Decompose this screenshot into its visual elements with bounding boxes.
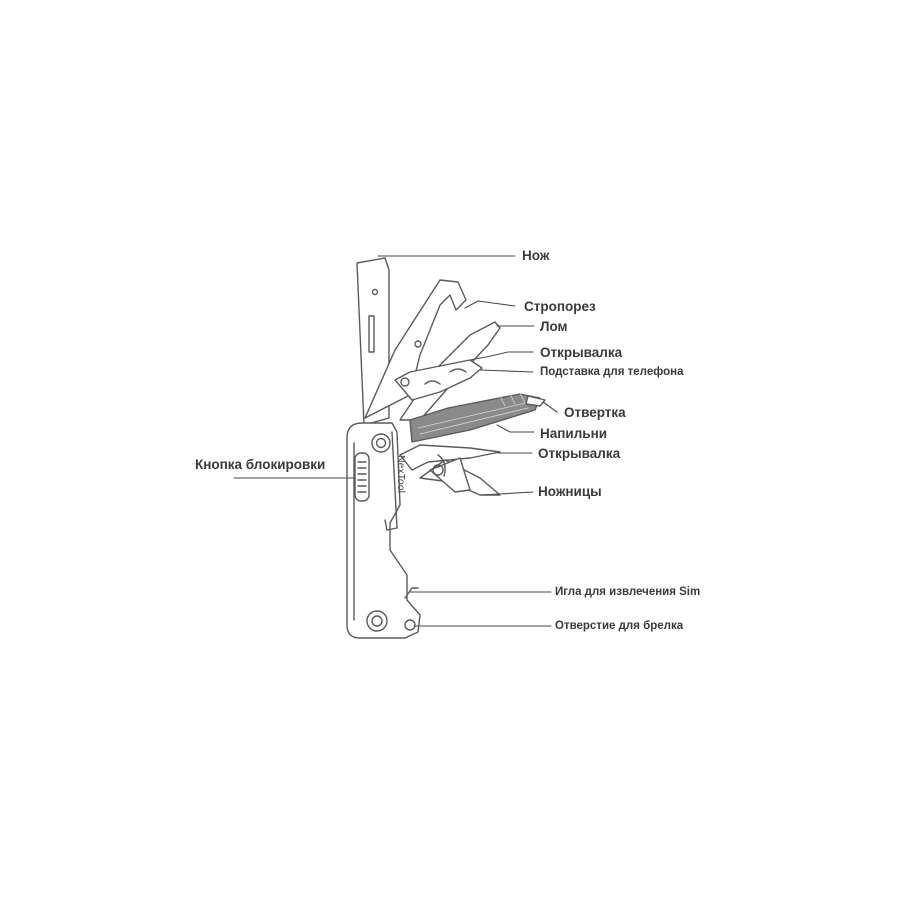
label-bottle-opener-bottom: Открывалка: [538, 446, 621, 461]
label-pry-bar: Лом: [540, 319, 568, 334]
label-screwdriver: Отвертка: [564, 405, 626, 420]
leader-screwdriver: [543, 402, 557, 412]
label-keyring-hole: Отверстие для брелка: [555, 620, 684, 632]
label-lock-button: Кнопка блокировки: [195, 457, 326, 472]
label-scissors: Ножницы: [538, 484, 602, 499]
label-strap-cutter: Стропорез: [524, 299, 596, 314]
label-file: Напильни: [540, 426, 608, 441]
label-knife: Нож: [522, 248, 550, 263]
label-bottle-opener-top: Открывалка: [540, 345, 623, 360]
leader-file: [497, 425, 534, 432]
leader-phone-stand: [480, 370, 533, 372]
brand-logo: NexTool: [395, 455, 407, 493]
leader-strap-cutter: [465, 301, 515, 308]
label-phone-stand: Подставка для телефона: [540, 366, 684, 378]
screwdriver-tip: [526, 396, 545, 406]
label-sim-needle: Игла для извлечения Sim: [555, 586, 701, 598]
